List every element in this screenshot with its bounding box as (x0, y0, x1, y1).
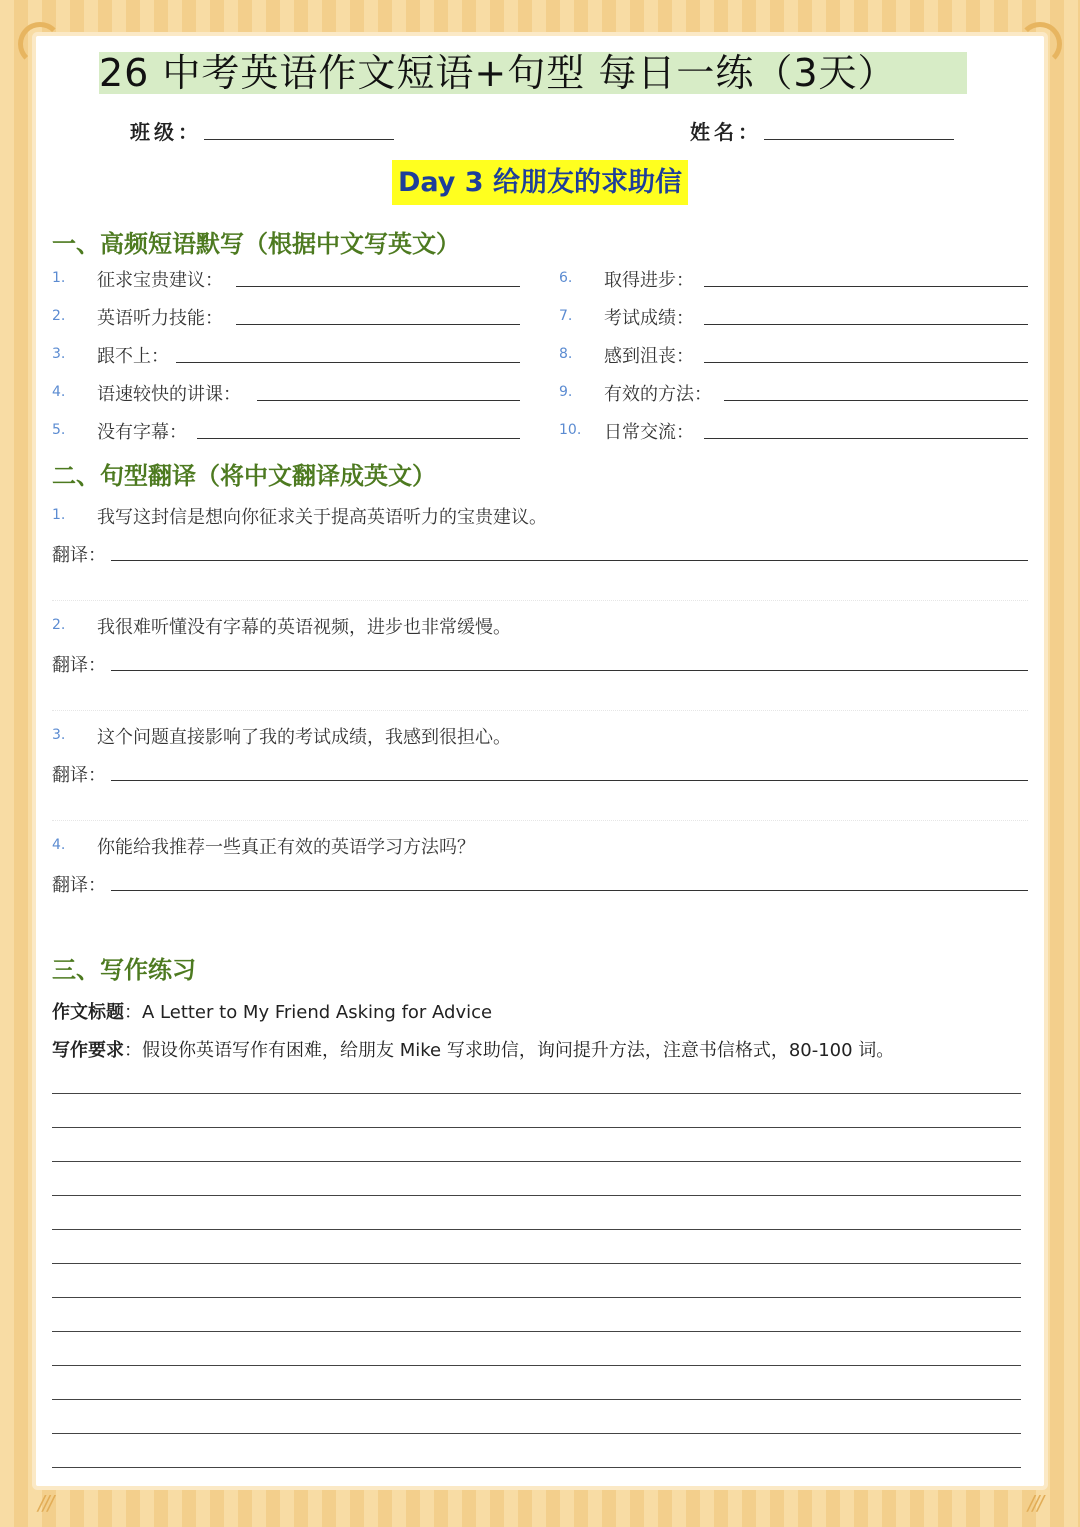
divider (52, 820, 1028, 821)
writing-line[interactable] (52, 1127, 1021, 1128)
phrase-prompt: 取得进步： (604, 270, 694, 291)
phrase-answer-line[interactable] (724, 400, 1028, 401)
decorative-slash-right-icon: /// (1027, 1491, 1042, 1515)
sentence-item (52, 503, 1028, 527)
phrase-prompt: 没有字幕： (97, 422, 187, 443)
phrase-item (559, 304, 1029, 328)
phrase-prompt: 日常交流： (604, 422, 694, 443)
class-input-line[interactable] (204, 139, 394, 140)
item-number: 9. (559, 384, 573, 400)
writing-line[interactable] (52, 1399, 1021, 1400)
item-number: 4. (52, 837, 66, 853)
translate-label: 翻译： (52, 765, 106, 786)
essay-requirement-key: 写作要求 (52, 1040, 124, 1061)
essay-title-key: 作文标题 (52, 1002, 124, 1023)
item-number: 2. (52, 617, 66, 633)
translation-answer-line[interactable] (111, 890, 1028, 891)
sentence-item (52, 723, 1028, 747)
phrase-prompt: 跟不上： (97, 346, 169, 367)
writing-line[interactable] (52, 1229, 1021, 1230)
phrase-item (52, 304, 522, 328)
item-number: 4. (52, 384, 66, 400)
essay-requirement-line (52, 1036, 894, 1062)
item-number: 1. (52, 270, 66, 286)
item-number: 10. (559, 422, 582, 438)
sentence-prompt: 你能给我推荐一些真正有效的英语学习方法吗？ (97, 837, 475, 858)
essay-requirement-value: ：假设你英语写作有困难，给朋友 Mike 写求助信，询问提升方法，注意书信格式，80-100 词。 (124, 1040, 895, 1061)
phrase-item (559, 342, 1029, 366)
writing-line[interactable] (52, 1331, 1021, 1332)
phrase-prompt: 英语听力技能： (97, 308, 223, 329)
phrase-item (559, 418, 1029, 442)
writing-line[interactable] (52, 1161, 1021, 1162)
phrase-prompt: 征求宝贵建议： (97, 270, 223, 291)
translate-label: 翻译： (52, 875, 106, 896)
divider (52, 710, 1028, 711)
section2-heading: 二、句型翻译（将中文翻译成英文） (52, 462, 436, 490)
sentence-item (52, 833, 1028, 857)
sentence-prompt: 我很难听懂没有字幕的英语视频，进步也非常缓慢。 (97, 617, 511, 638)
translate-label: 翻译： (52, 545, 106, 566)
sentence-prompt: 我写这封信是想向你征求关于提高英语听力的宝贵建议。 (97, 507, 547, 528)
phrase-prompt: 语速较快的讲课： (97, 384, 241, 405)
phrase-prompt: 有效的方法： (604, 384, 712, 405)
writing-line[interactable] (52, 1263, 1021, 1264)
translation-answer-line[interactable] (111, 670, 1028, 671)
worksheet-page (36, 36, 1044, 1486)
writing-line[interactable] (52, 1093, 1021, 1094)
item-number: 3. (52, 346, 66, 362)
essay-title-value: ：A Letter to My Friend Asking for Advice (124, 1002, 493, 1023)
phrase-prompt: 感到沮丧： (604, 346, 694, 367)
phrase-answer-line[interactable] (704, 286, 1028, 287)
item-number: 7. (559, 308, 573, 324)
phrase-item (52, 266, 522, 290)
writing-line[interactable] (52, 1365, 1021, 1366)
essay-title-line (52, 998, 492, 1024)
sentence-prompt: 这个问题直接影响了我的考试成绩，我感到很担心。 (97, 727, 511, 748)
item-number: 6. (559, 270, 573, 286)
phrase-item (559, 266, 1029, 290)
phrase-item (52, 342, 522, 366)
name-label: 姓名： (690, 120, 762, 144)
phrase-answer-line[interactable] (176, 362, 520, 363)
name-input-line[interactable] (764, 139, 954, 140)
writing-line[interactable] (52, 1195, 1021, 1196)
phrase-answer-line[interactable] (197, 438, 520, 439)
translate-label: 翻译： (52, 655, 106, 676)
item-number: 5. (52, 422, 66, 438)
sentence-item (52, 613, 1028, 637)
class-label: 班级： (130, 120, 202, 144)
section3-heading: 三、写作练习 (52, 956, 196, 984)
phrase-answer-line[interactable] (236, 286, 520, 287)
phrase-item (52, 380, 522, 404)
day-badge: Day 3 给朋友的求助信 (392, 160, 688, 205)
writing-line[interactable] (52, 1297, 1021, 1298)
page-title: 26 中考英语作文短语+句型 每日一练（3天） (99, 52, 967, 94)
item-number: 3. (52, 727, 66, 743)
phrase-item (52, 418, 522, 442)
phrase-answer-line[interactable] (704, 438, 1028, 439)
phrase-prompt: 考试成绩： (604, 308, 694, 329)
phrase-answer-line[interactable] (257, 400, 520, 401)
writing-line[interactable] (52, 1467, 1021, 1468)
translation-answer-line[interactable] (111, 560, 1028, 561)
divider (52, 600, 1028, 601)
translation-answer-line[interactable] (111, 780, 1028, 781)
section1-heading: 一、高频短语默写（根据中文写英文） (52, 230, 460, 258)
decorative-slash-left-icon: /// (38, 1491, 53, 1515)
writing-line[interactable] (52, 1433, 1021, 1434)
phrase-item (559, 380, 1029, 404)
phrase-answer-line[interactable] (704, 324, 1028, 325)
phrase-answer-line[interactable] (236, 324, 520, 325)
item-number: 2. (52, 308, 66, 324)
item-number: 8. (559, 346, 573, 362)
phrase-answer-line[interactable] (704, 362, 1028, 363)
item-number: 1. (52, 507, 66, 523)
